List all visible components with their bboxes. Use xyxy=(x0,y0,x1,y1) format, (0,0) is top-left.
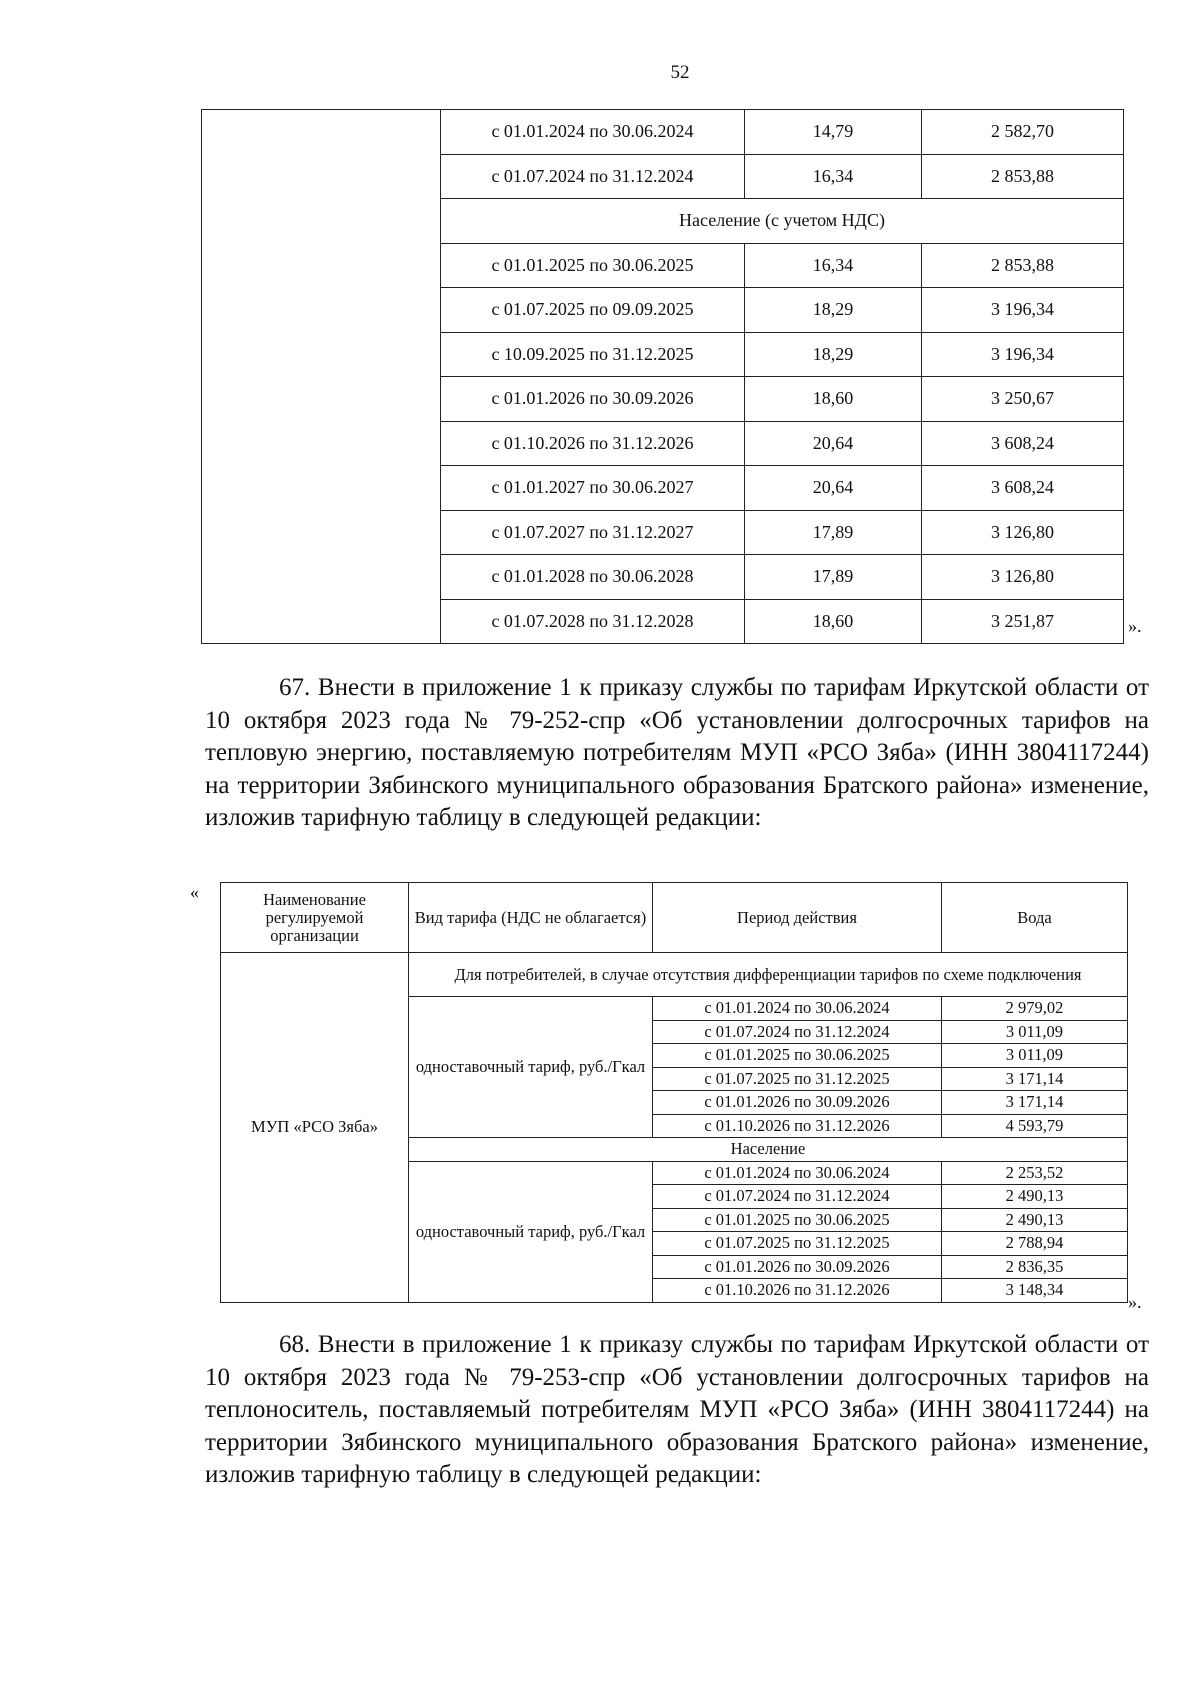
value-cell: 3 011,09 xyxy=(942,1020,1128,1044)
group-label: Население xyxy=(409,1138,1128,1162)
value-cell: 2 490,13 xyxy=(942,1185,1128,1209)
value-cell: 2 490,13 xyxy=(942,1208,1128,1232)
value-cell: 3 011,09 xyxy=(942,1044,1128,1068)
value-cell: 3 171,14 xyxy=(942,1067,1128,1091)
period-cell: с 01.01.2028 по 30.06.2028 xyxy=(441,555,745,600)
rate-cell: 18,29 xyxy=(745,332,922,377)
value-cell: 2 979,02 xyxy=(942,997,1128,1021)
rate-cell: 20,64 xyxy=(745,421,922,466)
header-period: Период действия xyxy=(653,883,942,953)
value-cell: 4 593,79 xyxy=(942,1114,1128,1138)
period-cell: с 01.01.2024 по 30.06.2024 xyxy=(653,997,942,1021)
paragraph-number: 68. xyxy=(279,1331,311,1358)
value-cell: 2 582,70 xyxy=(922,110,1124,155)
heat-tariff-table xyxy=(220,882,1128,1303)
rate-cell: 16,34 xyxy=(745,243,922,288)
period-cell: с 01.07.2024 по 31.12.2024 xyxy=(653,1020,942,1044)
header-tariff-type: Вид тарифа (НДС не облагается) xyxy=(409,883,653,953)
value-cell: 2 853,88 xyxy=(922,243,1124,288)
group-label: Для потребителей, в случае отсутствия дифференциации тарифов по схеме подключения xyxy=(409,953,1128,997)
rate-cell: 18,60 xyxy=(745,377,922,422)
rate-cell: 20,64 xyxy=(745,466,922,511)
value-cell: 2 836,35 xyxy=(942,1255,1128,1279)
paragraph-68 xyxy=(205,1329,1149,1492)
value-cell: 3 250,67 xyxy=(922,377,1124,422)
rate-cell: 14,79 xyxy=(745,110,922,155)
paragraph-text: Внести в приложение 1 к приказу службы по тарифам Иркутской области от 10 октября 2023 года № 79-252-спр «Об установлении долгосрочных тарифов на тепловую энергию, поставляемую потребителям МУП «РСО Зяба» (ИНН 3804117244) на территории Зябинского муниципального образования Братского района» изменение, изложив тарифную таблицу в следующей редакции: xyxy=(205,674,1149,831)
paragraph-67 xyxy=(205,672,1149,835)
table-row xyxy=(202,110,1124,155)
value-cell: 3 251,87 xyxy=(922,599,1124,644)
period-cell: с 01.01.2024 по 30.06.2024 xyxy=(441,110,745,155)
value-cell: 3 608,24 xyxy=(922,466,1124,511)
period-cell: с 10.09.2025 по 31.12.2025 xyxy=(441,332,745,377)
value-cell: 2 853,88 xyxy=(922,154,1124,199)
value-cell: 2 788,94 xyxy=(942,1232,1128,1256)
organization-cell-empty xyxy=(202,110,441,644)
value-cell: 3 171,14 xyxy=(942,1091,1128,1115)
rate-cell: 17,89 xyxy=(745,555,922,600)
period-cell: с 01.07.2024 по 31.12.2024 xyxy=(653,1185,942,1209)
rate-cell: 18,60 xyxy=(745,599,922,644)
paragraph-text: Внести в приложение 1 к приказу службы по тарифам Иркутской области от 10 октября 2023 года № 79-253-спр «Об установлении долгосрочных тарифов на теплоноситель, поставляемый потребителям МУП «РСО Зяба» (ИНН 3804117244) на территории Зябинского муниципального образования Братского района» изменение, изложив тарифную таблицу в следующей редакции: xyxy=(205,1331,1149,1488)
period-cell: с 01.07.2025 по 31.12.2025 xyxy=(653,1067,942,1091)
group-row xyxy=(221,953,1128,997)
value-cell: 3 126,80 xyxy=(922,510,1124,555)
period-cell: с 01.10.2026 по 31.12.2026 xyxy=(441,421,745,466)
value-cell: 2 253,52 xyxy=(942,1161,1128,1185)
rate-cell: 18,29 xyxy=(745,288,922,333)
period-cell: с 01.01.2027 по 30.06.2027 xyxy=(441,466,745,511)
organization-name: МУП «РСО Зяба» xyxy=(221,953,409,1303)
period-cell: с 01.07.2028 по 31.12.2028 xyxy=(441,599,745,644)
opening-quote-mark: « xyxy=(190,882,199,902)
header-organization: Наименование регулируемой организации xyxy=(221,883,409,953)
period-cell: с 01.10.2026 по 31.12.2026 xyxy=(653,1114,942,1138)
tariff-type-cell: одноставочный тариф, руб./Гкал xyxy=(409,997,653,1138)
period-cell: с 01.01.2024 по 30.06.2024 xyxy=(653,1161,942,1185)
period-cell: с 01.01.2026 по 30.09.2026 xyxy=(653,1255,942,1279)
paragraph-number: 67. xyxy=(279,674,311,701)
period-cell: с 01.07.2024 по 31.12.2024 xyxy=(441,154,745,199)
period-cell: с 01.07.2025 по 09.09.2025 xyxy=(441,288,745,333)
page-number: 52 xyxy=(670,62,690,83)
period-cell: с 01.01.2025 по 30.06.2025 xyxy=(653,1044,942,1068)
value-cell: 3 126,80 xyxy=(922,555,1124,600)
tariff-type-cell: одноставочный тариф, руб./Гкал xyxy=(409,1161,653,1302)
section-label: Население (с учетом НДС) xyxy=(441,199,1124,244)
closing-quote-mark: ». xyxy=(1128,616,1142,636)
period-cell: с 01.01.2025 по 30.06.2025 xyxy=(441,243,745,288)
period-cell: с 01.07.2027 по 31.12.2027 xyxy=(441,510,745,555)
tariff-table-continued xyxy=(201,109,1124,644)
value-cell: 3 196,34 xyxy=(922,288,1124,333)
period-cell: с 01.01.2026 по 30.09.2026 xyxy=(441,377,745,422)
value-cell: 3 608,24 xyxy=(922,421,1124,466)
rate-cell: 16,34 xyxy=(745,154,922,199)
closing-quote-mark: ». xyxy=(1128,1292,1142,1312)
header-water: Вода xyxy=(942,883,1128,953)
rate-cell: 17,89 xyxy=(745,510,922,555)
value-cell: 3 196,34 xyxy=(922,332,1124,377)
period-cell: с 01.01.2026 по 30.09.2026 xyxy=(653,1091,942,1115)
period-cell: с 01.01.2025 по 30.06.2025 xyxy=(653,1208,942,1232)
table-header-row xyxy=(221,883,1128,953)
period-cell: с 01.10.2026 по 31.12.2026 xyxy=(653,1279,942,1303)
period-cell: с 01.07.2025 по 31.12.2025 xyxy=(653,1232,942,1256)
value-cell: 3 148,34 xyxy=(942,1279,1128,1303)
